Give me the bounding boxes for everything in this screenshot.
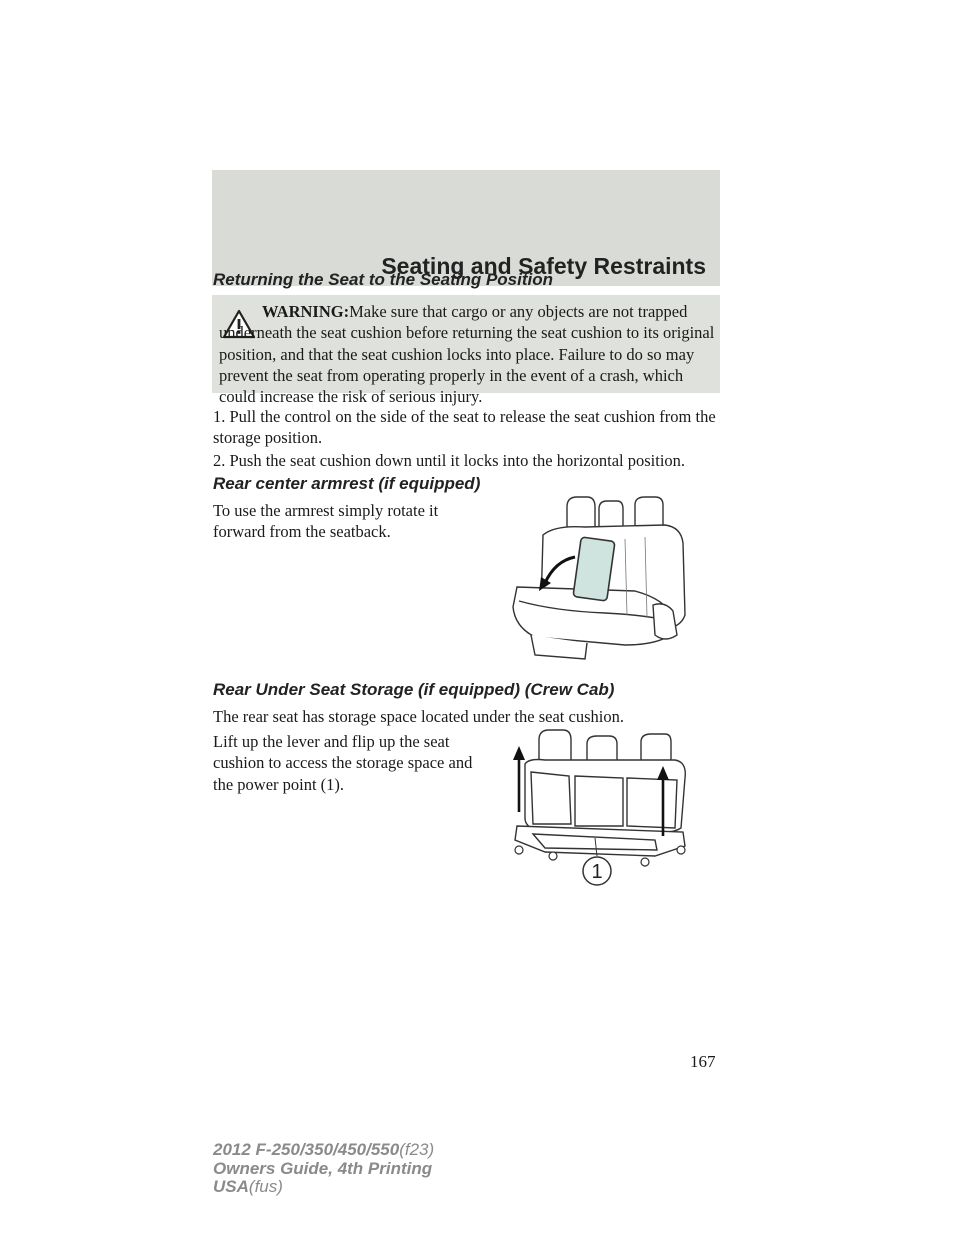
storage-text-1: The rear seat has storage space located under the seat cushion.	[213, 707, 624, 726]
footer-region-code: (fus)	[248, 1177, 283, 1196]
step-2: 2. Push the seat cushion down until it locks into the horizontal position.	[213, 451, 686, 470]
footer-model-code: (f23)	[399, 1140, 435, 1159]
storage-text-2: Lift up the lever and flip up the seat cushion to access the storage space and the power point (1).	[213, 732, 473, 794]
footer-region: USA	[213, 1177, 249, 1196]
footer-model: 2012 F-250/350/450/550	[213, 1140, 400, 1159]
warning-box	[212, 295, 720, 407]
footer	[213, 1141, 434, 1197]
header-band	[212, 170, 720, 286]
footer-guide: Owners Guide, 4th Printing	[213, 1158, 433, 1178]
under-seat-storage-illustration	[505, 728, 700, 888]
callout-1: 1	[591, 861, 603, 883]
armrest-text: To use the armrest simply rotate it forward from the seatback.	[213, 501, 439, 542]
armrest-seat-illustration	[495, 495, 695, 665]
heading-armrest: Rear center armrest (if equipped)	[213, 474, 481, 493]
warning-label: WARNING:	[262, 302, 350, 321]
warning-text	[219, 301, 715, 407]
step-1: 1. Pull the control on the side of the seat to release the seat cushion from the storage position.	[213, 407, 716, 448]
heading-under-seat-storage: Rear Under Seat Storage (if equipped) (Crew Cab)	[213, 680, 615, 699]
section-title: Seating and Safety Restraints	[381, 253, 706, 279]
page-number: 167	[690, 1052, 716, 1071]
heading-returning-seat: Returning the Seat to the Seating Position	[213, 270, 554, 289]
warning-body: Make sure that cargo or any objects are not trapped underneath the seat cushion before returning the seat cushion to its original position, and that the seat cushion locks into place. Failure to do so may prevent the seat from operating properly in the event of a crash, which could increase the risk of serious injury.	[219, 302, 715, 407]
